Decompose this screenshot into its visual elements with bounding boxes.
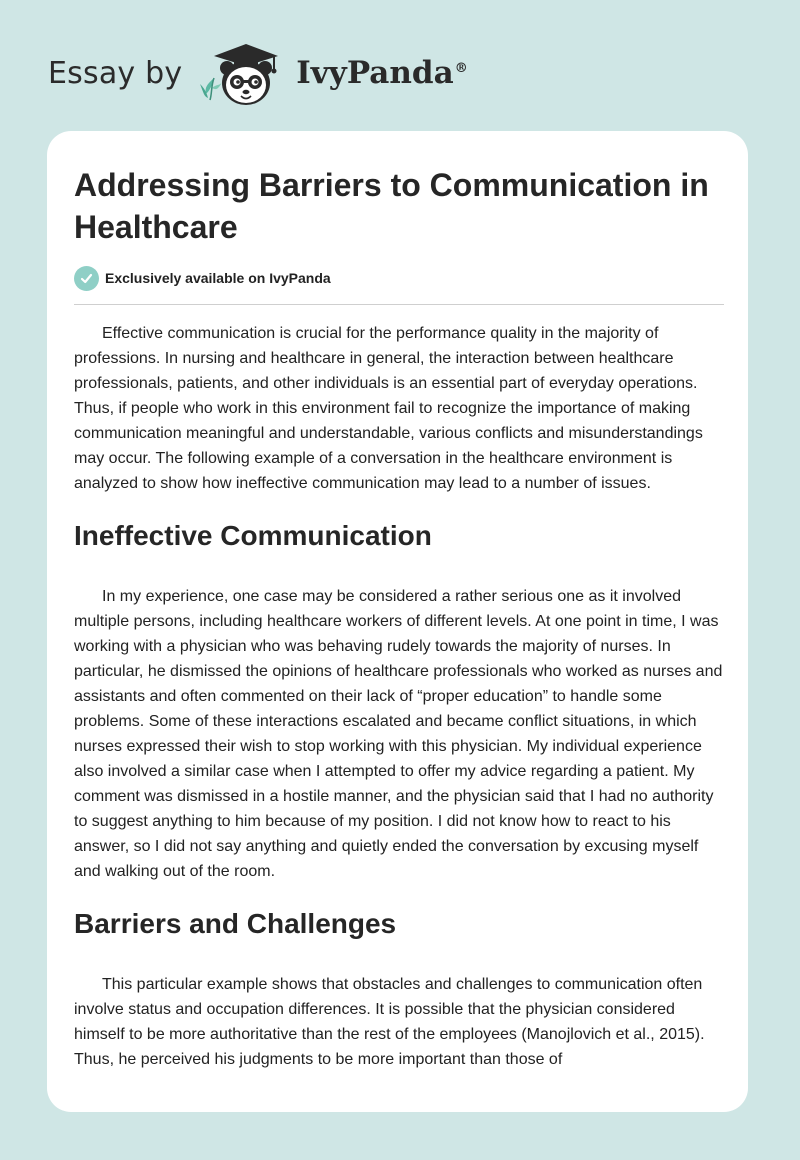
brand-name: IvyPanda [296,55,454,91]
intro-paragraph: Effective communication is crucial for the performance quality in the majority of professions. In nursing and healthcare in general, the interaction between healthcare professionals, patients, and other individuals is an essential part of everyday operations. Thus, if people who work in this environment fail to recognize the importance of making communication meaningful and understandable, various conflicts and misunderstandings may occur. The following example of a conversation in the healthcare environment is analyzed to show how ineffective communication may lead to a number of issues. [74,325,703,492]
section-paragraph-ineffective-communication: In my experience, one case may be considered a rather serious one as it involved multiple persons, including healthcare workers of different levels. At one point in time, I was working with a physician who was behaving rudely towards the majority of nurses. In particular, he dismissed the opinions of healthcare professionals who worked as nurses and assistants and often commented on their lack of “proper education” to handle some problems. Some of these interactions escalated and became conflict situations, in which nurses expressed their wish to stop working with this physician. My individual experience also involved a similar case when I attempted to offer my advice regarding a patient. My comment was dismissed in a hostile manner, and the physician said that I had no authority to suggest anything to him because of my position. I did not know how to react to his answer, so I did not say anything and quietly ended the conversation by excusing myself and walking out of the room. [74,588,723,880]
essay-content [74,164,724,1072]
exclusive-label: Exclusively available on IvyPanda [105,270,331,286]
section-heading-barriers-and-challenges: Barriers and Challenges [74,908,397,939]
ivypanda-wordmark[interactable] [296,55,467,91]
essay-card [47,131,748,1112]
divider [74,304,724,305]
section-paragraph-barriers-and-challenges: This particular example shows that obstacles and challenges to communication often involve status and occupation differences. It is possible that the physician considered himself to be more authoritative than the rest of the employees (Manojlovich et al., 2015). Thus, he perceived his judgments to be more important than those of [74,976,705,1068]
page-title: Addressing Barriers to Communication in Healthcare [74,167,709,245]
section-heading-ineffective-communication: Ineffective Communication [74,520,432,551]
essay-by-label: Essay by [48,55,183,91]
registered-mark: ® [454,60,468,76]
site-header [48,38,468,108]
check-circle-icon [74,266,99,291]
panda-graduation-cap-icon[interactable] [198,38,290,108]
exclusive-badge [74,264,724,292]
